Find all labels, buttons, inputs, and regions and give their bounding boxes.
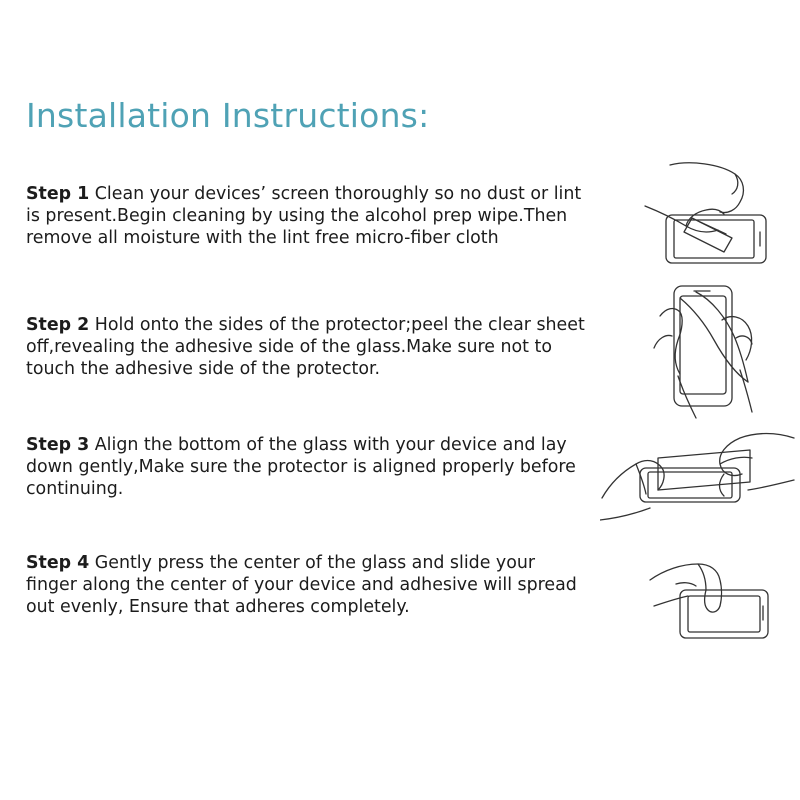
step-2 [26, 314, 586, 380]
step-4 [26, 552, 586, 618]
step-label: Step 4 [26, 553, 90, 573]
step-text: Hold onto the sides of the protector;peel the clear sheet off,revealing the adhesive side of the glass.Make sure not to touch the adhesive side of the protector. [26, 315, 585, 379]
press-center-icon [648, 560, 773, 642]
peel-film-icon [652, 278, 762, 423]
step-1 [26, 183, 586, 249]
step-text: Clean your devices’ screen thoroughly so no dust or lint is present.Begin cleaning by using the alcohol prep wipe.Then remove all moisture with the lint free micro-fiber cloth [26, 184, 582, 248]
step-label: Step 1 [26, 184, 90, 204]
page-title: Installation Instructions: [26, 96, 430, 135]
step-text: Align the bottom of the glass with your device and lay down gently,Make sure the protector is aligned properly before continuing. [26, 435, 576, 499]
align-glass-icon [600, 428, 796, 524]
wipe-screen-icon [640, 160, 770, 270]
step-3 [26, 434, 586, 500]
step-label: Step 2 [26, 315, 90, 335]
step-text: Gently press the center of the glass and slide your finger along the center of your device and adhesive will spread out evenly, Ensure that adheres completely. [26, 553, 577, 617]
step-label: Step 3 [26, 435, 90, 455]
